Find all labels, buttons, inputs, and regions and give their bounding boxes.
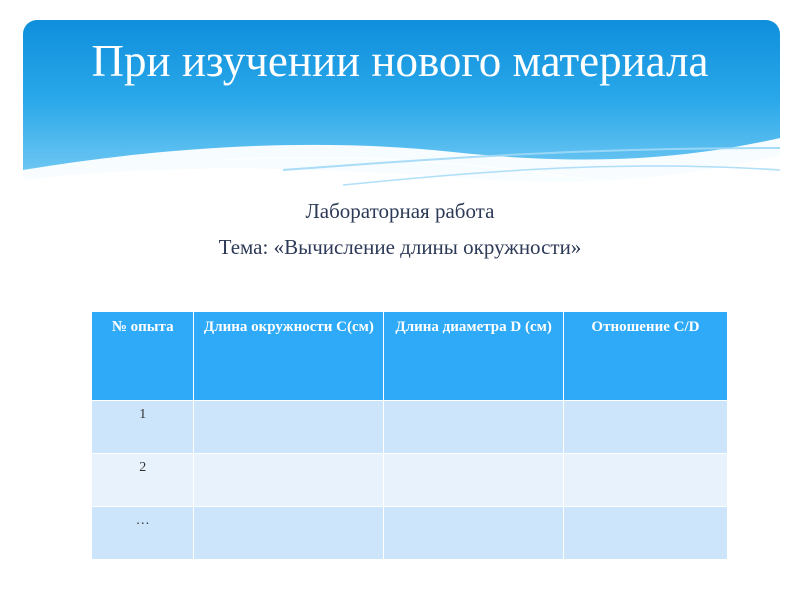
table-cell [563,401,727,454]
table-cell: … [92,507,194,560]
lab-table [91,311,728,560]
table-cell: 1 [92,401,194,454]
table-cell [563,454,727,507]
table-cell [194,507,384,560]
table-cell [563,507,727,560]
table-cell [384,401,564,454]
table-row [92,401,728,454]
table-cell [384,454,564,507]
table-cell: 2 [92,454,194,507]
slide-title: При изучении нового материала [91,36,709,86]
subtitle-line-lab-work: Лабораторная работа [305,199,495,223]
header-experiment-number: № опыта [92,312,194,401]
header-circumference: Длина окружности С(см) [194,312,384,401]
table-cell [384,507,564,560]
table-header-row [92,312,728,401]
subtitle-line-topic: Тема: «Вычисление длины окружности» [218,235,582,259]
table-cell [194,401,384,454]
table-row [92,454,728,507]
header-diameter: Длина диаметра D (см) [384,312,564,401]
header-ratio: Отношение C/D [563,312,727,401]
subtitle-block [0,193,800,265]
table-cell [194,454,384,507]
table-row [92,507,728,560]
